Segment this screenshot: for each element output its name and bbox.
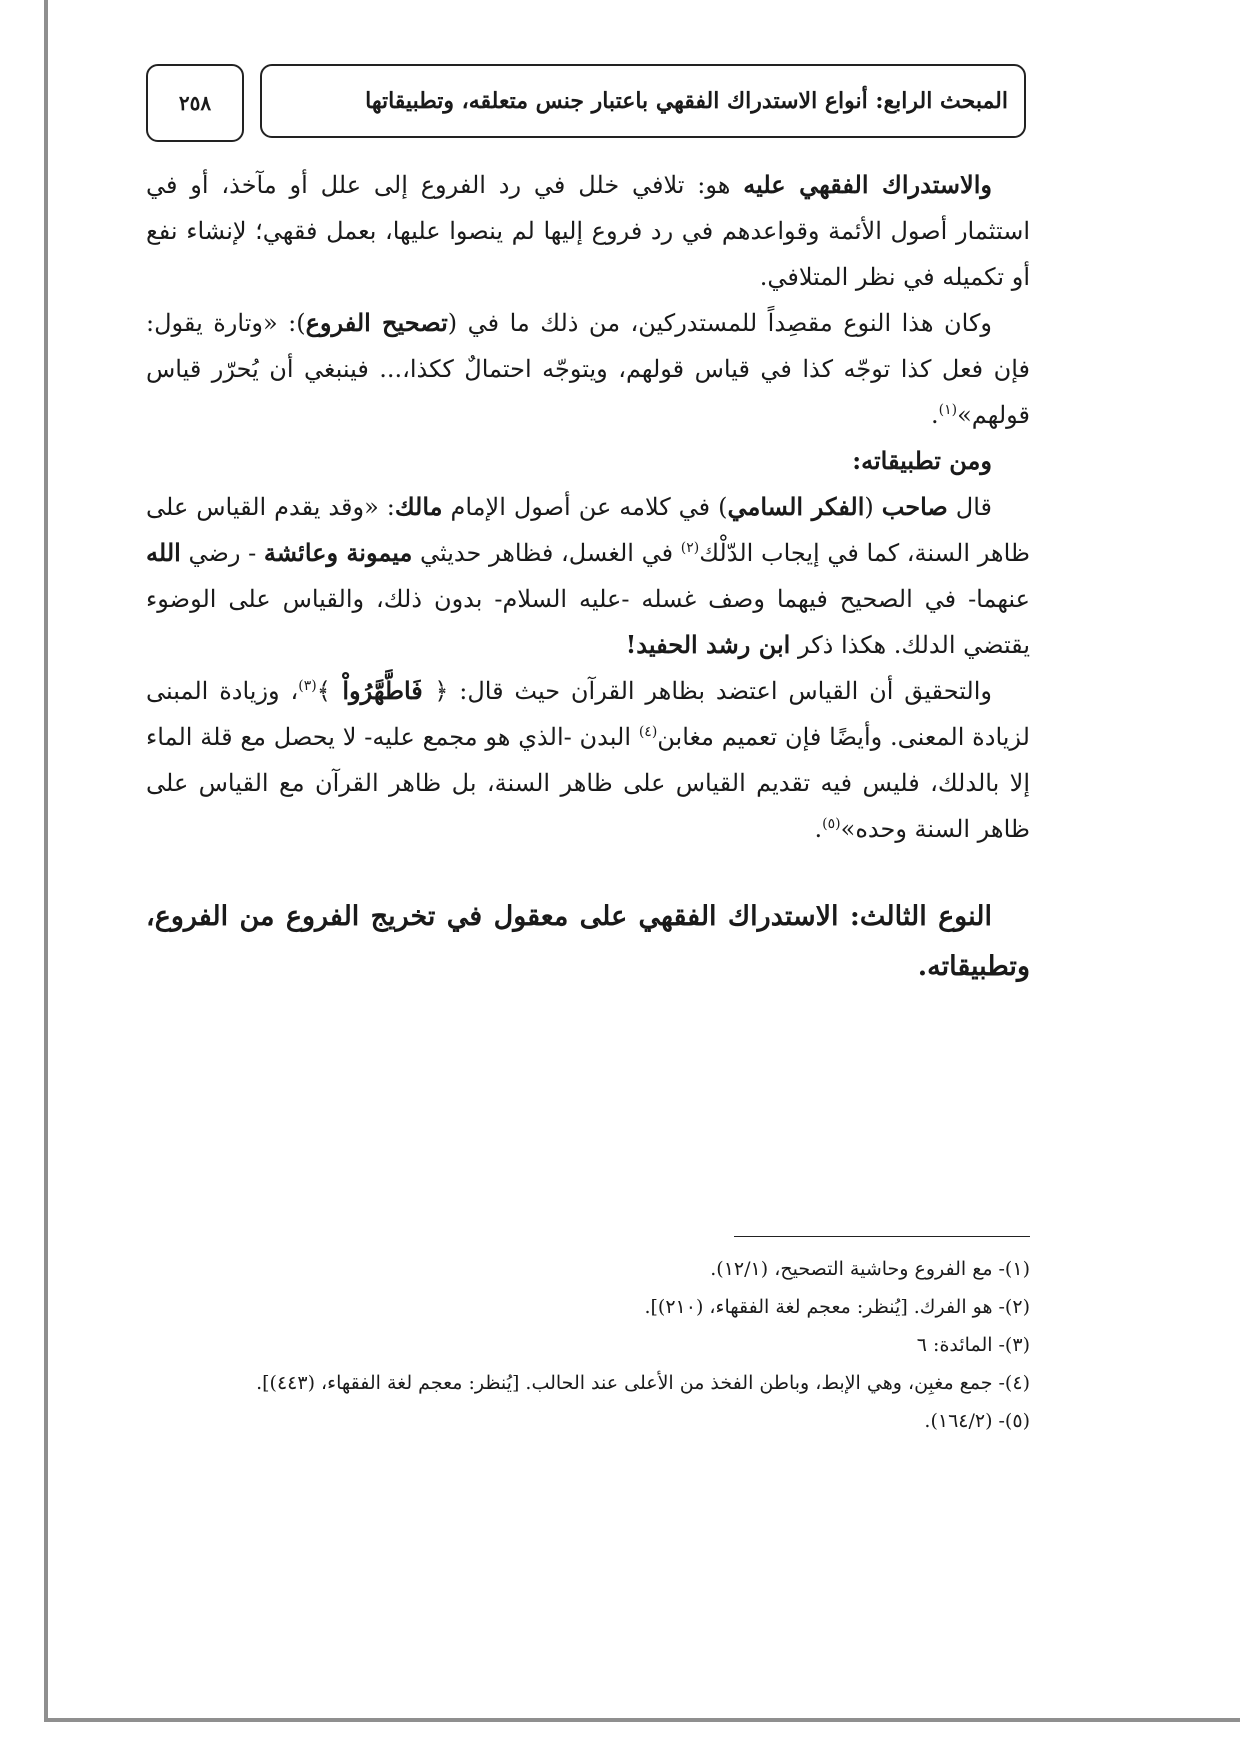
bold-name: مالك: [394, 492, 443, 521]
bold-term: والاستدراك الفقهي عليه: [743, 170, 992, 199]
footnote-text: هو الفرك. [يُنظر: معجم لغة الفقهاء، (٢١٠)].: [644, 1296, 993, 1318]
paragraph-intro-quote: [146, 300, 1030, 438]
book-title: الفكر السامي: [727, 492, 865, 521]
quran-verse: فَاطَّهَّرُواْ: [330, 676, 435, 705]
footnote-ref-4: (٤): [638, 724, 658, 740]
footnote-number: (٣)-: [998, 1334, 1030, 1356]
section-heading: [146, 892, 1030, 992]
text-run: ﴾: [316, 677, 331, 705]
footnote-number: (٢)-: [998, 1296, 1030, 1318]
footnote-1: [146, 1250, 1030, 1288]
text-run: ) في كلامه عن أصول الإمام: [442, 493, 728, 521]
section-heading-text: الاستدراك الفقهي على معقول في تخريج الفروع من الفروع، وتطبيقاته.: [146, 901, 1030, 982]
page-border-left: [44, 0, 48, 1722]
text-run: عنهما- في الصحيح فيهما وصف غسله -عليه السلام- بدون ذلك، والقياس على الوضوء يقتضي الدلك. هكذا ذكر: [146, 585, 1030, 659]
footnote-text: جمع مغبِن، وهي الإبط، وباطن الفخذ من الأعلى عند الحالب. [يُنظر: معجم لغة الفقهاء، (٤٤٣)].: [256, 1372, 993, 1394]
text-run: : «وقد يقدم القياس على ظاهر السنة، كما في إيجاب الدّلْك: [146, 493, 1031, 567]
page-header: [146, 64, 1030, 140]
footnote-4: [146, 1364, 1030, 1402]
paragraph-text: هو: تلافي خلل في رد الفروع إلى علل أو مآخذ، أو في استثمار أصول الأئمة وقواعدهم في رد فروع إليها لم ينصوا عليها، بعمل فقهي؛ لإنشاء نفع أو تكميله في نظر المتلافي.: [146, 171, 1030, 291]
footnote-text: المائدة: ٦: [916, 1334, 993, 1356]
paragraph-definition: [146, 162, 1030, 300]
text-run: قال: [947, 493, 993, 521]
footnote-3: [146, 1326, 1030, 1364]
footnotes: [146, 1250, 1030, 1440]
footnote-ref-2: (٢): [680, 540, 700, 556]
page-number: ٢٥٨: [146, 64, 244, 142]
applications-heading: [146, 438, 1030, 484]
text-run: والتحقيق أن القياس اعتضد بظاهر القرآن حيث قال: ﴿: [434, 677, 992, 705]
footnote-ref-3: (٣): [298, 678, 317, 694]
applications-heading-text: ومن تطبيقاته:: [852, 446, 992, 475]
text-run: ، وزيادة المبنى لزيادة المعنى. وأيضًا فإن تعميم مغابن: [146, 677, 1030, 751]
bold-name: ابن رشد الحفيد!: [625, 630, 791, 659]
page-border-bottom: [44, 1718, 1240, 1722]
footnote-number: (٥)-: [998, 1410, 1030, 1432]
text-run: (: [864, 493, 882, 521]
paragraph-verification: [146, 668, 1030, 852]
footnote-separator: [734, 1236, 1030, 1237]
footnote-number: (٤)-: [998, 1372, 1030, 1394]
text-run: .: [930, 401, 939, 429]
text-run: في الغسل، فظاهر حديثي: [412, 539, 681, 567]
text-run: - رضي: [180, 539, 264, 567]
footnote-ref-1: (١): [938, 402, 958, 418]
footnote-ref-5: (٥): [822, 816, 841, 832]
paragraph-application: [146, 484, 1030, 668]
footnote-number: (١)-: [998, 1258, 1030, 1280]
bold-name: صاحب: [881, 492, 948, 521]
text-run: البدن -الذي هو مجمع عليه- لا يحصل مع قلة الماء إلا بالدلك، فليس فيه تقديم القياس على ظاهر السنة، بل ظاهر القرآن مع القياس على ظاهر السنة وحده»: [146, 723, 1030, 843]
quote-text: ): «وتارة يقول: فإن فعل كذا توجّه كذا في قياس قولهم، ويتوجّه احتمالٌ ككذا،... فينبغي أن يُحرّر قياس قولهم»: [146, 309, 1030, 429]
section-heading-label: النوع الثالث:: [838, 901, 993, 932]
footnote-5: [146, 1402, 1030, 1440]
footnote-2: [146, 1288, 1030, 1326]
footnote-text: مع الفروع وحاشية التصحيح، (١٢/١).: [710, 1258, 993, 1280]
book-title: تصحيح الفروع: [305, 308, 448, 337]
running-title: المبحث الرابع: أنواع الاستدراك الفقهي باعتبار جنس متعلقه، وتطبيقاتها: [260, 64, 1026, 138]
text-run: وكان هذا النوع مقصِداً للمستدركين، من ذلك ما في (: [447, 309, 992, 337]
text-run: .: [814, 815, 823, 843]
footnote-text: (١٦٤/٢).: [924, 1410, 993, 1432]
bold-name: الله: [146, 538, 181, 567]
bold-name: ميمونة وعائشة: [263, 538, 413, 567]
main-text: [146, 162, 1030, 992]
